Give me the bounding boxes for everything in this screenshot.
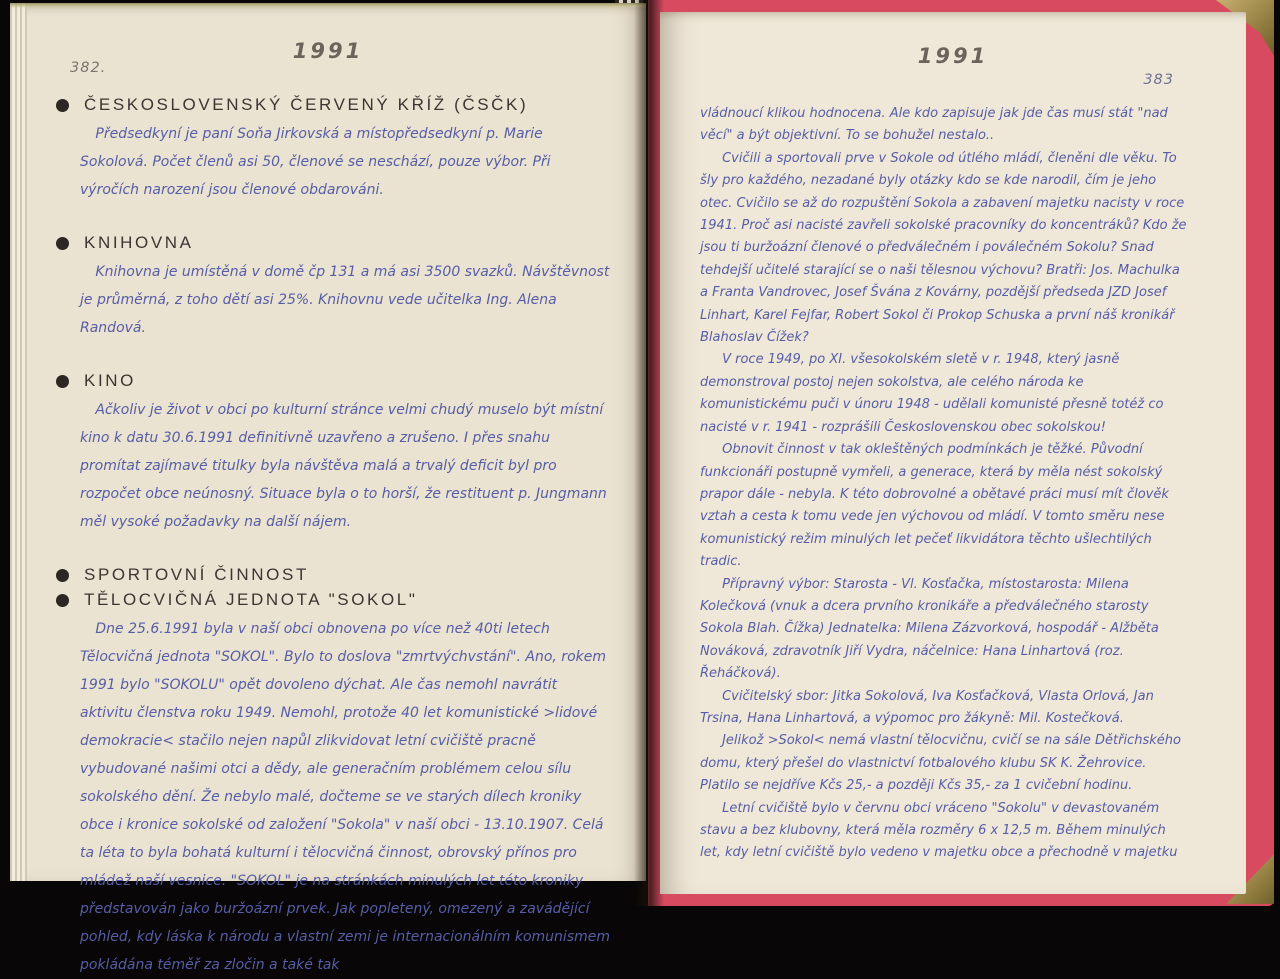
section-body: Dne 25.6.1991 byla v naší obci obnovena po více než 40ti letech Tělocvičná jednota "SOKOL". Bylo to doslova "zmrtvýchvstání". Ano, rokem 1991 bylo "SOKOLU" opět dovoleno dýchat. Ale čas nemohl navrátit aktivitu členstva roku 1949. Nemohl, protože 40 let komunistické >lidové demokracie< stačilo nejen napůl zlikvidovat letní cvičiště pracně vybudované našimi otci a dědy, ale generačním problémem celou sílu sokolského dění. Že nebylo malé, dočteme se ve starých dílech kroniky obce i kronice sokolské od založení "Sokola" v naší obci - 13.10.1907. Celá ta léta to byla bohatá kulturní i tělocvičná činnost, obrovský přínos pro mládež naší vesnice. "SOKOL" je na stránkách minulých let této kroniky představován jako buržoázní prvek. Jak popletený, omezený a zavádějící pohled, kdy láska k národu a vlastní zemi je internacionálním komunismem pokládána téměř za zločin a také tak xyxy=(80,621,611,973)
paragraph: Cvičili a sportovali prve v Sokole od útlého mládí, členěni dle věku. To šly pro každého, nezadané byly otázky kdo se kde narodil, čím je jeho otec. Cvičilo se až do rozpuštění Sokola a zabavení majetku nacisty v roce 1941. Proč asi nacisté zavřeli sokolské pracovníky do koncentráků? Kdo že jsou ti buržoázní členové o předválečném i poválečném Sokolu? Snad tehdejší učitelé starající se o naši tělesnou výchovu? Bratři: Jos. Machulka a Franta Vandrovec, Josef Švána z Kovárny, pozdější předseda JZD Josef Linhart, Karel Fejfar, Robert Sokol či Prokop Schuska a první náš kronikář Blahoslav Čížek? xyxy=(700,150,1187,346)
paragraph: Obnovit činnost v tak okleštěných podmínkách je těžké. Původní funkcionáři postupně vymřeli, a generace, která by měla nést sokolský prapor dále - nebyla. K této dobrovolné a obětavé práci musí mít člověk vztah a cesta k tomu vede jen výchovou od mládí. V tomto směru nese komunistický režim minulých let pečeť likvidátora těchto ušlechtilých tradic. xyxy=(700,442,1169,570)
paragraph: Přípravný výbor: Starosta - Vl. Kosťačka, místostarosta: Milena Kolečková (vnuk a dcera prvního kronikáře a předválečného starosty Sokola Blah. Čížka) Jednatelka: Milena Zázvorková, hospodář - Alžběta Nováková, zdravotník Jiří Vydra, náčelnice: Hana Linhartová (roz. Řeháčková). xyxy=(700,576,1159,682)
section-heading: SPORTOVNÍ ČINNOST xyxy=(84,565,309,584)
paragraph: Cvičitelský sbor: Jitka Sokolová, Iva Kosťačková, Vlasta Orlová, Jan Trsina, Hana Linhartová, a výpomoc pro žákyně: Mil. Kostečková. xyxy=(700,688,1154,726)
paragraph: V roce 1949, po XI. všesokolském sletě v r. 1948, který jasně demonstroval postoj nejen sokolstva, ale celého národa ke komunistickému puči v únoru 1948 - udělali komunisté přesně totéž co nacisté v r. 1941 - rozprášili Československou obec sokolskou! xyxy=(700,352,1164,435)
section-heading-row xyxy=(56,565,612,585)
bullet-icon xyxy=(56,375,69,388)
paragraph: vládnoucí klikou hodnocena. Ale kdo zapisuje jak jde čas musí stát "nad věcí" a být objektivní. To se bohužel nestalo.. xyxy=(700,106,1168,144)
section-kino xyxy=(80,371,612,536)
year-header-left: 1991 xyxy=(292,39,364,63)
page-number-right: 383 xyxy=(1143,72,1174,88)
left-page xyxy=(10,3,646,973)
section-body: Ačkoliv je život v obci po kulturní stránce velmi chudý muselo být místní kino k datu 30.6.1991 definitivně uzavřeno a zrušeno. I přes snahu promítat zajímavé titulky byla návštěva malá a trvalý deficit byl pro rozpočet obce neúnosný. Situace byla o to horší, že restituent p. Jungmann měl vysoké požadavky na další nájem. xyxy=(80,402,607,530)
section-knihovna xyxy=(80,233,612,342)
paragraph: Jelikož >Sokol< nemá vlastní tělocvičnu, cvičí se na sále Dětřichského domu, který přešel do vlastnictví fotbalového klubu SK K. Žehrovice. Platilo se nejdříve Kčs 25,- a později Kčs 35,- za 1 cvičební hodinu. xyxy=(700,733,1181,794)
bullet-icon xyxy=(56,569,69,582)
left-page-content xyxy=(10,3,646,979)
section-heading: KINO xyxy=(84,371,136,390)
year-header-right: 1991 xyxy=(917,44,989,68)
bullet-icon xyxy=(56,237,69,250)
section-csck xyxy=(80,95,612,204)
section-heading: TĚLOCVIČNÁ JEDNOTA "SOKOL" xyxy=(84,590,418,609)
section-heading-row xyxy=(56,233,612,253)
section-heading-row xyxy=(56,371,612,391)
section-body: Předsedkyní je paní Soňa Jirkovská a místopředsedkyní p. Marie Sokolová. Počet členů asi 50, členové se neschází, pouze výbor. Při výročích narození jsou členové obdarováni. xyxy=(80,126,551,198)
bullet-icon xyxy=(56,594,69,607)
section-telocvicna-jednota-sokol xyxy=(80,590,612,979)
page-number-left: 382. xyxy=(70,60,107,76)
section-heading: KNIHOVNA xyxy=(84,233,194,252)
right-page xyxy=(660,12,1246,894)
section-heading-row xyxy=(56,95,612,115)
paragraph: Letní cvičiště bylo v červnu obci vráceno "Sokolu" v devastovaném stavu a bez klubovny, která měla rozměry 6 x 12,5 m. Během minulých let, kdy letní cvičiště bylo vedeno v majetku obce a přechodně v majetku xyxy=(700,800,1178,861)
section-heading: ČESKOSLOVENSKÝ ČERVENÝ KŘÍŽ (ČSČK) xyxy=(84,95,529,114)
section-sportovni-cinnost xyxy=(80,565,612,585)
right-page-content xyxy=(660,12,1246,865)
bullet-icon xyxy=(56,99,69,112)
section-body: Knihovna je umístěná v domě čp 131 a má asi 3500 svazků. Návštěvnost je průměrná, z toho dětí asi 25%. Knihovnu vede učitelka Ing. Alena Randová. xyxy=(80,264,610,336)
section-heading-row xyxy=(56,590,612,610)
